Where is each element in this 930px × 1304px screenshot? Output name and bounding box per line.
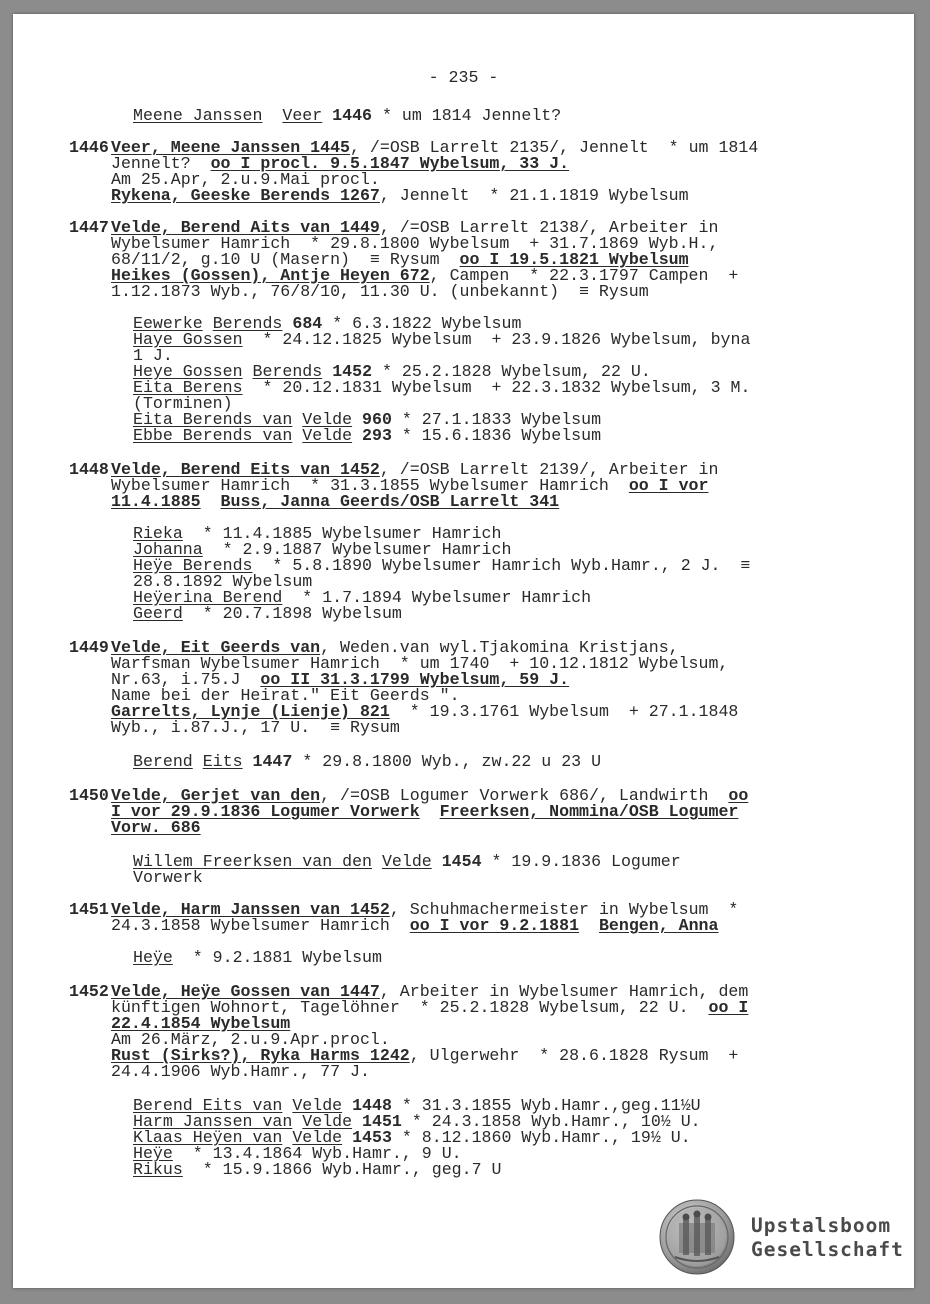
text-segment: [193, 752, 203, 771]
text-segment: , Arbeiter in Wybelsumer Hamrich, dem: [379, 982, 749, 1001]
text-segment: Warfsman Wybelsumer Hamrich * um 1740 + 10.12.1812 Wybelsum,: [111, 654, 729, 673]
text-segment: , /=OSB Logumer Vorwerk 686/, Landwirth: [320, 786, 729, 805]
text-segment: [201, 492, 221, 511]
text-segment: I vor 29.9.1836 Logumer Vorwerk: [111, 802, 420, 821]
text-segment: 1453: [342, 1128, 392, 1147]
seal-logo: [659, 1199, 735, 1275]
text-segment: * 11.4.1885 Wybelsumer Hamrich: [182, 524, 502, 543]
text-segment: [420, 802, 440, 821]
text-segment: Velde, Gerjet van den: [111, 786, 321, 805]
text-segment: 1452: [322, 362, 373, 381]
text-segment: Heÿe Berends: [133, 556, 253, 575]
text-segment: * 29.8.1800 Wyb., zw.22 u 23 U: [292, 752, 602, 771]
text-segment: Eewerke: [133, 314, 203, 333]
text-segment: * 31.3.1855 Wyb.Hamr.,geg.11½U: [391, 1096, 701, 1115]
text-segment: oo: [728, 786, 749, 805]
text-line: [133, 108, 561, 124]
text-segment: 1451: [352, 1112, 402, 1131]
text-segment: 1446: [322, 106, 373, 125]
text-segment: Velde: [302, 410, 353, 429]
text-segment: , Jennelt * 21.1.1819 Wybelsum: [379, 186, 689, 205]
text-segment: Eits: [202, 752, 243, 771]
text-segment: [262, 106, 282, 125]
text-segment: 960: [352, 410, 392, 429]
text-segment: Ebbe Berends van: [133, 426, 293, 445]
text-segment: Rykena, Geeske Berends 1267: [111, 186, 380, 205]
text-segment: Nr.63, i.75.J: [111, 670, 261, 689]
text-line: [133, 854, 681, 870]
text-segment: * 8.12.1860 Wyb.Hamr., 19½ U.: [391, 1128, 691, 1147]
text-segment: , Campen * 22.3.1797 Campen +: [429, 266, 739, 285]
text-segment: * 13.4.1864 Wyb.Hamr., 9 U.: [172, 1144, 462, 1163]
text-segment: oo I vor 9.2.1881: [409, 916, 580, 935]
text-segment: Velde: [292, 1128, 343, 1147]
text-segment: oo I vor: [628, 476, 709, 495]
text-segment: * 19.3.1761 Wybelsum + 27.1.1848: [389, 702, 739, 721]
text-segment: , /=OSB Larrelt 2139/, Arbeiter in: [379, 460, 719, 479]
text-segment: Berend: [133, 752, 193, 771]
text-segment: Veer: [282, 106, 323, 125]
text-segment: Jennelt?: [111, 154, 211, 173]
text-segment: Rieka: [133, 524, 183, 543]
text-segment: Buss, Janna Geerds/OSB Larrelt 341: [220, 492, 560, 511]
text-segment: * 20.7.1898 Wybelsum: [182, 604, 402, 623]
text-segment: , Schuhmachermeister in Wybelsum *: [389, 900, 739, 919]
text-segment: 28.8.1892 Wybelsum: [133, 572, 313, 591]
entry-number: 1449: [69, 638, 109, 657]
text-segment: * 25.2.1828 Wybelsum, 22 U.: [372, 362, 651, 381]
text-line: [133, 754, 601, 770]
text-segment: oo II 31.3.1799 Wybelsum, 59 J.: [260, 670, 570, 689]
text-segment: * 27.1.1833 Wybelsum: [391, 410, 602, 429]
text-segment: 1447: [242, 752, 293, 771]
text-line: [133, 870, 203, 886]
text-segment: 1.12.1873 Wyb., 76/8/10, 11.30 U. (unbekannt) ≡ Rysum: [111, 282, 649, 301]
text-segment: Rikus: [133, 1160, 183, 1179]
text-segment: Velde: [381, 852, 432, 871]
text-segment: [579, 916, 599, 935]
text-segment: Velde: [292, 1096, 343, 1115]
text-line: [111, 284, 649, 300]
text-segment: Wybelsumer Hamrich * 29.8.1800 Wybelsum + 31.7.1869 Wyb.H.,: [111, 234, 719, 253]
text-segment: 11.4.1885: [111, 492, 201, 511]
text-segment: oo I: [708, 998, 749, 1017]
text-segment: Vorw. 686: [111, 818, 201, 837]
text-segment: Velde, Berend Eits van 1452: [111, 460, 380, 479]
text-line: [133, 606, 402, 622]
text-segment: Wyb., i.87.J., 17 U. ≡ Rysum: [111, 718, 400, 737]
text-segment: Johanna: [133, 540, 203, 559]
text-segment: Berends: [212, 314, 283, 333]
text-segment: * 6.3.1822 Wybelsum: [322, 314, 522, 333]
text-segment: Garrelts, Lynje (Lienje) 821: [111, 702, 390, 721]
text-segment: 684: [282, 314, 323, 333]
text-segment: Klaas Heÿen van: [133, 1128, 283, 1147]
text-segment: * 1.7.1894 Wybelsumer Hamrich: [282, 588, 592, 607]
text-segment: * 2.9.1887 Wybelsumer Hamrich: [202, 540, 512, 559]
text-segment: [372, 852, 382, 871]
text-segment: Berend Eits van: [133, 1096, 283, 1115]
brand-line-1: Upstalsboom: [751, 1214, 892, 1237]
text-line: [133, 428, 601, 444]
text-segment: , /=OSB Larrelt 2135/, Jennelt * um 1814: [350, 138, 759, 157]
entry-number: 1451: [69, 900, 109, 919]
text-segment: Bengen, Anna: [598, 916, 719, 935]
text-segment: 1 J.: [133, 346, 173, 365]
text-segment: Wybelsumer Hamrich * 31.3.1855 Wybelsumer Hamrich: [111, 476, 629, 495]
text-segment: Haye Gossen: [133, 330, 243, 349]
text-segment: * 20.12.1831 Wybelsum + 22.3.1832 Wybelsum, 3 M.: [242, 378, 751, 397]
text-segment: , Ulgerwehr * 28.6.1828 Rysum +: [409, 1046, 739, 1065]
entry-number: 1447: [69, 218, 109, 237]
text-segment: * 24.3.1858 Wyb.Hamr., 10½ U.: [401, 1112, 701, 1131]
entry-number: 1452: [69, 982, 109, 1001]
text-segment: [292, 426, 302, 445]
text-segment: Velde, Harm Janssen van 1452: [111, 900, 390, 919]
text-segment: * 15.9.1866 Wyb.Hamr., geg.7 U: [182, 1160, 502, 1179]
text-segment: Velde, Berend Aits van 1449: [111, 218, 380, 237]
text-segment: Heÿerina Berend: [133, 588, 283, 607]
text-segment: oo I 19.5.1821 Wybelsum: [459, 250, 689, 269]
text-segment: 1454: [431, 852, 482, 871]
text-segment: * 19.9.1836 Logumer: [481, 852, 681, 871]
text-segment: (Torminen): [133, 394, 233, 413]
page-number: - 235 -: [428, 68, 499, 87]
text-segment: Heÿe: [133, 948, 173, 967]
text-segment: * 24.12.1825 Wybelsum + 23.9.1826 Wybelsum, byna: [242, 330, 751, 349]
text-segment: Velde: [302, 1112, 353, 1131]
text-segment: Berends: [252, 362, 323, 381]
brand-line-2: Gesellschaft: [751, 1238, 904, 1261]
text-segment: , /=OSB Larrelt 2138/, Arbeiter in: [379, 218, 719, 237]
text-segment: 22.4.1854 Wybelsum: [111, 1014, 291, 1033]
text-line: [111, 918, 718, 934]
text-segment: 24.4.1906 Wyb.Hamr., 77 J.: [111, 1062, 370, 1081]
text-segment: , Weden.van wyl.Tjakomina Kristjans,: [320, 638, 679, 657]
text-line: [111, 820, 201, 836]
text-segment: Vorwerk: [133, 868, 203, 887]
text-segment: Name bei der Heirat." Eit Geerds ".: [111, 686, 460, 705]
text-line: [133, 950, 382, 966]
text-segment: * 15.6.1836 Wybelsum: [391, 426, 602, 445]
entry-number: 1450: [69, 786, 109, 805]
text-segment: * 5.8.1890 Wybelsumer Hamrich Wyb.Hamr., 2 J. ≡: [252, 556, 751, 575]
text-segment: Heikes (Gossen), Antje Heyen 672: [111, 266, 430, 285]
entry-number: 1448: [69, 460, 109, 479]
text-segment: Eita Berends van: [133, 410, 293, 429]
text-segment: Meene Janssen: [133, 106, 263, 125]
text-segment: künftigen Wohnort, Tagelöhner * 25.2.1828 Wybelsum, 22 U.: [111, 998, 709, 1017]
brand-text: [751, 1214, 904, 1262]
text-segment: 68/11/2, g.10 U (Masern) ≡ Rysum: [111, 250, 460, 269]
text-line: [133, 1162, 501, 1178]
text-segment: oo I procl. 9.5.1847 Wybelsum, 33 J.: [210, 154, 570, 173]
text-line: [111, 1064, 370, 1080]
text-line: [111, 188, 689, 204]
text-segment: Velde: [302, 426, 353, 445]
text-segment: Rust (Sirks?), Ryka Harms 1242: [111, 1046, 410, 1065]
text-segment: Veer, Meene Janssen 1445: [111, 138, 350, 157]
text-segment: Harm Janssen van: [133, 1112, 293, 1131]
text-line: [133, 332, 750, 348]
text-segment: Heÿe: [133, 1144, 173, 1163]
text-segment: Geerd: [133, 604, 183, 623]
text-segment: Eita Berens: [133, 378, 243, 397]
text-segment: 24.3.1858 Wybelsumer Hamrich: [111, 916, 410, 935]
document-page: [13, 14, 914, 1288]
text-segment: Am 25.Apr, 2.u.9.Mai procl.: [111, 170, 380, 189]
text-segment: 1448: [342, 1096, 392, 1115]
text-line: [111, 804, 738, 820]
entry-number: 1446: [69, 138, 109, 157]
text-segment: * 9.2.1881 Wybelsum: [172, 948, 382, 967]
text-line: [111, 494, 559, 510]
text-segment: Am 26.März, 2.u.9.Apr.procl.: [111, 1030, 390, 1049]
text-segment: Willem Freerksen van den: [133, 852, 372, 871]
text-segment: Freerksen, Nommina/OSB Logumer: [439, 802, 739, 821]
text-segment: * um 1814 Jennelt?: [372, 106, 562, 125]
text-segment: Velde, Heÿe Gossen van 1447: [111, 982, 380, 1001]
text-line: [111, 720, 400, 736]
text-segment: Heye Gossen: [133, 362, 243, 381]
text-segment: Velde, Eit Geerds van: [111, 638, 321, 657]
text-segment: 293: [352, 426, 392, 445]
